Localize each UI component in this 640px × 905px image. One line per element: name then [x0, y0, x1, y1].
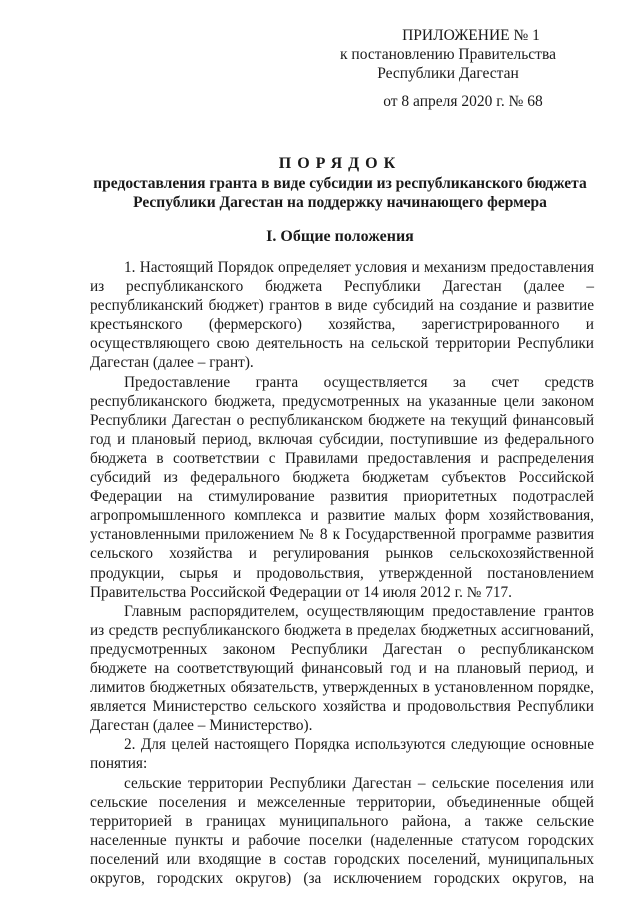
- paragraph: Предоставление гранта осуществляется за счет средств республиканского бюджета, предусмотренных на указанные цели законом Республики Дагестан о республиканском бюджете на текущий финансовый год и плановый период, включая субсидии, поступившие из федерального бюджета в соответствии с Правилами предоставления и распределения субсидий из федерального бюджета бюджетам субъектов Российской Федерации на стимулирование развития приоритетных подотраслей агропромышленного комплекса и развитие малых форм хозяйствования, установленными приложением № 8 к Государственной программе развития сельского хозяйства и регулирования рынков сельскохозяйственной продукции, сырья и продовольствия, утвержденной постановлением Правительства Российской Федерации от 14 июля 2012 г. № 717.: [90, 373, 594, 601]
- appendix-number: ПРИЛОЖЕНИЕ № 1: [402, 27, 540, 44]
- appendix-republic: Республики Дагестан: [377, 65, 519, 82]
- appendix-reference: к постановлению Правительства: [340, 46, 556, 63]
- paragraph: 2. Для целей настоящего Порядка используются следующие основные понятия:: [90, 736, 594, 773]
- paragraph: 1. Настоящий Порядок определяет условия и механизм предоставления из республиканского бюджета Республики Дагестан (далее – республиканский бюджет) грантов в виде субсидий на создание и развитие крестьянского (фермерского) хозяйства, зарегистрированного и осуществляющего свою деятельность на сельской территории Республики Дагестан (далее – грант).: [90, 259, 594, 372]
- section-heading: I. Общие положения: [266, 228, 414, 245]
- title-main: ПОРЯДОК: [278, 155, 402, 172]
- appendix-date: от 8 апреля 2020 г. № 68: [383, 93, 543, 110]
- paragraph: сельские территории Республики Дагестан – сельские поселения или сельские поселения и межселенные территории, объединенные общей территорией в границах муниципального района, а также сельские населенные пункты и рабочие поселки (наделенные статусом городских поселений или входящие в состав городских поселений, муниципальных округов, городских округов) (за исключением городских округов, на: [90, 774, 594, 887]
- title-subtitle-line1: предоставления гранта в виде субсидии из республиканского бюджета: [93, 175, 587, 192]
- title-subtitle-line2: Республики Дагестан на поддержку начинающего фермера: [133, 194, 547, 211]
- paragraph: Главным распорядителем, осуществляющим предоставление грантов из средств республиканского бюджета в пределах бюджетных ассигнований, предусмотренных законом Республики Дагестан о республиканском бюджете на соответствующий финансовый год и на плановый период, и лимитов бюджетных обязательств, утвержденных в установленном порядке, является Министерство сельского хозяйства и продовольствия Республики Дагестан (далее – Министерство).: [90, 602, 594, 735]
- document-body: [90, 258, 594, 888]
- document-title: [90, 154, 590, 212]
- appendix-header: [318, 26, 578, 111]
